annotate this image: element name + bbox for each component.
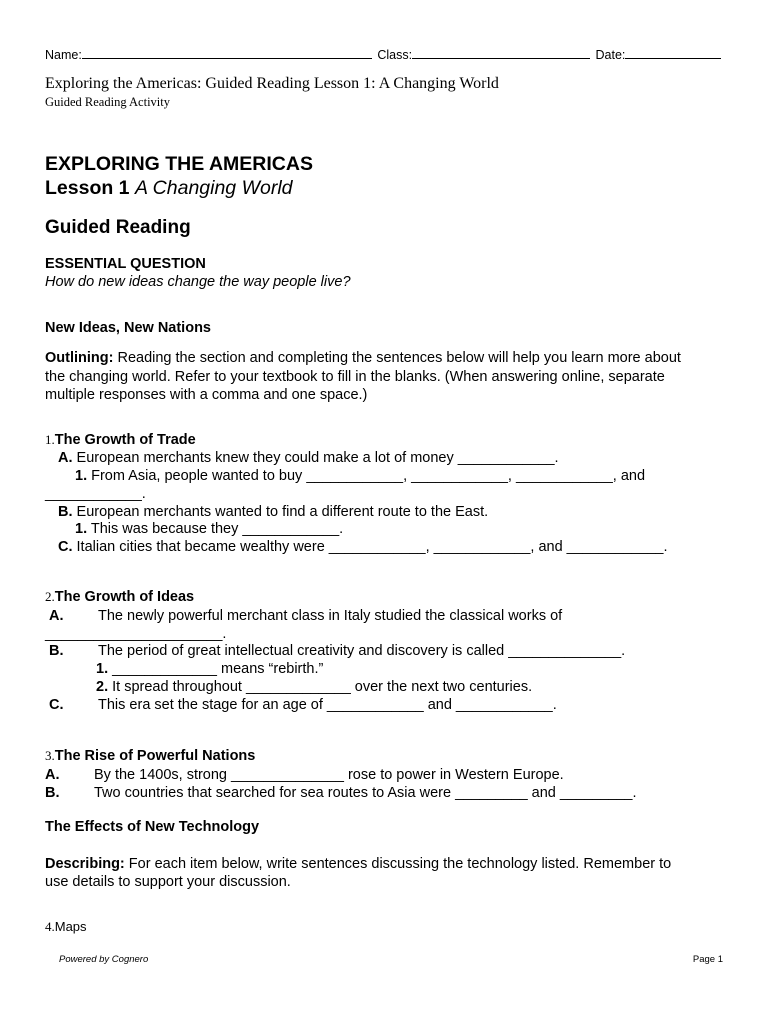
q2-title: The Growth of Ideas [54, 589, 195, 605]
q4-title: Maps [54, 919, 87, 934]
q1-a1-label: 1. [75, 468, 88, 484]
q3-b-label: B. [45, 785, 60, 801]
q1-c [58, 539, 667, 555]
lesson-heading [45, 177, 293, 200]
document-title: Exploring the Americas: Guided Reading Lesson 1: A Changing World [45, 75, 499, 92]
q2-b1-text: _____________ means “rebirth.” [112, 661, 324, 677]
q1-a [58, 450, 559, 466]
q1-a1-text: From Asia, people wanted to buy ____________, ____________, ____________, and [91, 468, 646, 484]
footer-page: Page 1 [692, 954, 723, 965]
name-label: Name: [45, 48, 82, 62]
q1-c-label: C. [58, 539, 73, 555]
q1-a-text: European merchants knew they could make a lot of money ____________. [76, 450, 559, 466]
describe-paragraph [45, 855, 671, 891]
lesson-title: A Changing World [134, 177, 293, 199]
q1-a1 [75, 468, 645, 484]
q2-b2-text: It spread throughout _____________ over the next two centuries. [112, 679, 533, 695]
q2-a-cont: ______________________. [45, 626, 227, 642]
q1-heading [45, 432, 196, 449]
q2-a-text: The newly powerful merchant class in Italy studied the classical works of [98, 608, 563, 624]
q4-heading [45, 919, 87, 935]
q2-b1-label: 1. [96, 661, 109, 677]
q2-c-label: C. [49, 697, 64, 713]
date-field[interactable] [625, 46, 721, 59]
q2-b2-label: 2. [96, 679, 109, 695]
outline-paragraph [45, 349, 681, 405]
lesson-label: Lesson 1 [45, 177, 130, 199]
describe-label: Describing: [45, 856, 125, 872]
essential-question: How do new ideas change the way people live? [45, 274, 351, 290]
q3-heading [45, 748, 255, 765]
q3-a-text: By the 1400s, strong ______________ rose to power in Western Europe. [94, 767, 564, 783]
q3-b-text: Two countries that searched for sea routes to Asia were _________ and _________. [94, 785, 637, 801]
q2-number: 2. [45, 589, 55, 604]
q2-heading [45, 589, 194, 606]
describe-text-1: For each item below, write sentences discussing the technology listed. Remember to [128, 856, 672, 872]
name-field[interactable] [82, 46, 372, 59]
q1-c-text: Italian cities that became wealthy were ____________, ____________, and ____________. [76, 539, 668, 555]
class-field[interactable] [412, 46, 590, 59]
q3-title: The Rise of Powerful Nations [54, 748, 256, 764]
q1-b [58, 504, 488, 520]
q3-a-label: A. [45, 767, 60, 783]
q1-b-text: European merchants wanted to find a different route to the East. [76, 504, 489, 520]
essential-label: ESSENTIAL QUESTION [45, 256, 206, 272]
q1-title: The Growth of Trade [54, 432, 196, 448]
q1-b1 [75, 521, 343, 537]
q2-b-label: B. [49, 643, 64, 659]
date-label: Date: [595, 48, 626, 62]
outline-text-2: the changing world. Refer to your textbook to fill in the blanks. (When answering online, separate [45, 368, 665, 385]
q1-b1-label: 1. [75, 521, 88, 537]
q4-number: 4. [45, 919, 55, 934]
q3-number: 3. [45, 748, 55, 763]
section-title: New Ideas, New Nations [45, 320, 211, 336]
section-title-technology: The Effects of New Technology [45, 819, 260, 835]
q1-number: 1. [45, 432, 55, 447]
q2-a-label: A. [49, 608, 64, 624]
describe-text-2: use details to support your discussion. [45, 874, 291, 890]
document-subtitle: Guided Reading Activity [45, 95, 170, 109]
footer-powered: Powered by Cognero [59, 954, 149, 965]
unit-heading: EXPLORING THE AMERICAS [45, 153, 313, 175]
q1-a-label: A. [58, 450, 73, 466]
activity-heading: Guided Reading [45, 217, 191, 238]
q1-b-label: B. [58, 504, 73, 520]
header-row [45, 46, 721, 62]
class-label: Class: [377, 48, 413, 62]
q1-a1-cont: ____________. [45, 486, 146, 502]
q2-c-text: This era set the stage for an age of ____________ and ____________. [98, 697, 557, 713]
outline-text-1: Reading the section and completing the sentences below will help you learn more about [117, 350, 681, 366]
outline-label: Outlining: [45, 350, 114, 366]
q2-b2 [96, 679, 532, 695]
q2-b-text: The period of great intellectual creativity and discovery is called ______________. [98, 643, 626, 659]
q1-b1-text: This was because they ____________. [90, 521, 344, 537]
outline-text-3: multiple responses with a comma and one space.) [45, 387, 368, 403]
q2-b1 [96, 661, 323, 677]
